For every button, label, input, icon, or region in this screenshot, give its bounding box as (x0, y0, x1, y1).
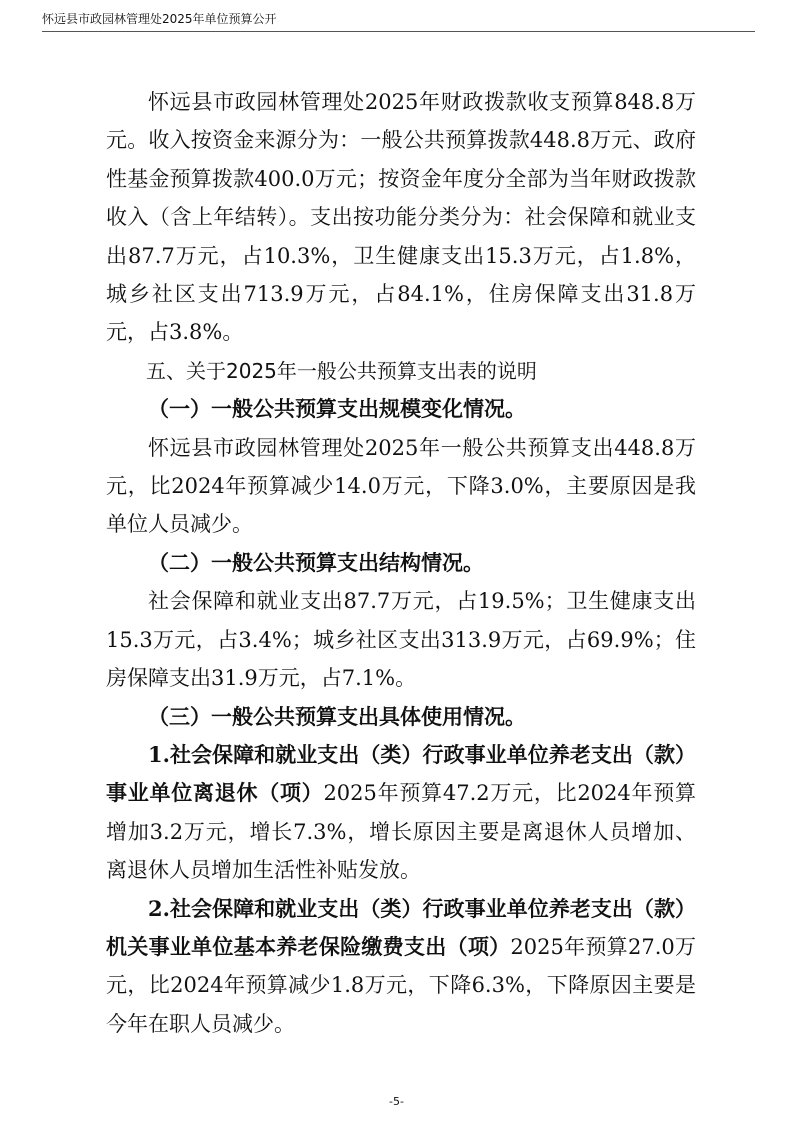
paragraph-item-2 (106, 890, 696, 1044)
subheading-specific-use: （三）一般公共预算支出具体使用情况。 (148, 703, 526, 729)
paragraph-budget-summary: 怀远县市政园林管理处2025年财政拨款收支预算848.8万元。收入按资金来源分为：一般公共预算拨款448.8万元、政府性基金预算拨款400.0万元；按资金年度分全部为当年财政拨款收入（含上年结转）。支出按功能分类分为：社会保障和就业支出87.7万元，占10.3%，卫生健康支出15.3万元，占1.8%，城乡社区支出713.9万元，占84.1%，住房保障支出31.8万元，占3.8%。 (106, 90, 696, 345)
page-number: -5- (389, 1095, 404, 1108)
section-heading-five: 五、关于2025年一般公共预算支出表的说明 (146, 358, 537, 383)
paragraph-scale-change: 怀远县市政园林管理处2025年一般公共预算支出448.8万元，比2024年预算减少14.0万元，下降3.0%，主要原因是我单位人员减少。 (106, 435, 696, 537)
item-1-text: 2025年预算47.2万元，比2024年预算增加3.2万元，增长7.3%，增长原因主要是离退休人员增加、离退休人员增加生活性补贴发放。 (106, 781, 696, 883)
paragraph-item-1 (106, 736, 696, 890)
item-2-text: 2025年预算27.0万元，比2024年预算减少1.8万元，下降6.3%，下降原因主要是今年在职人员减少。 (106, 934, 697, 1036)
subheading-scale-change: （一）一般公共预算支出规模变化情况。 (148, 396, 526, 422)
document-body (106, 83, 696, 1043)
page-header: 怀远县市政园林管理处2025年单位预算公开 (42, 10, 755, 32)
paragraph-structure: 社会保障和就业支出87.7万元，占19.5%；卫生健康支出15.3万元，占3.4%；城乡社区支出313.9万元，占69.9%；住房保障支出31.9万元，占7.1%。 (106, 589, 696, 691)
item-1-title: 1.社会保障和就业支出（类）行政事业单位养老支出（款）事业单位离退休（项） (106, 741, 696, 806)
subheading-structure: （二）一般公共预算支出结构情况。 (148, 549, 484, 575)
item-2-title: 2.社会保障和就业支出（类）行政事业单位养老支出（款）机关事业单位基本养老保险缴费支出（项） (106, 895, 696, 959)
